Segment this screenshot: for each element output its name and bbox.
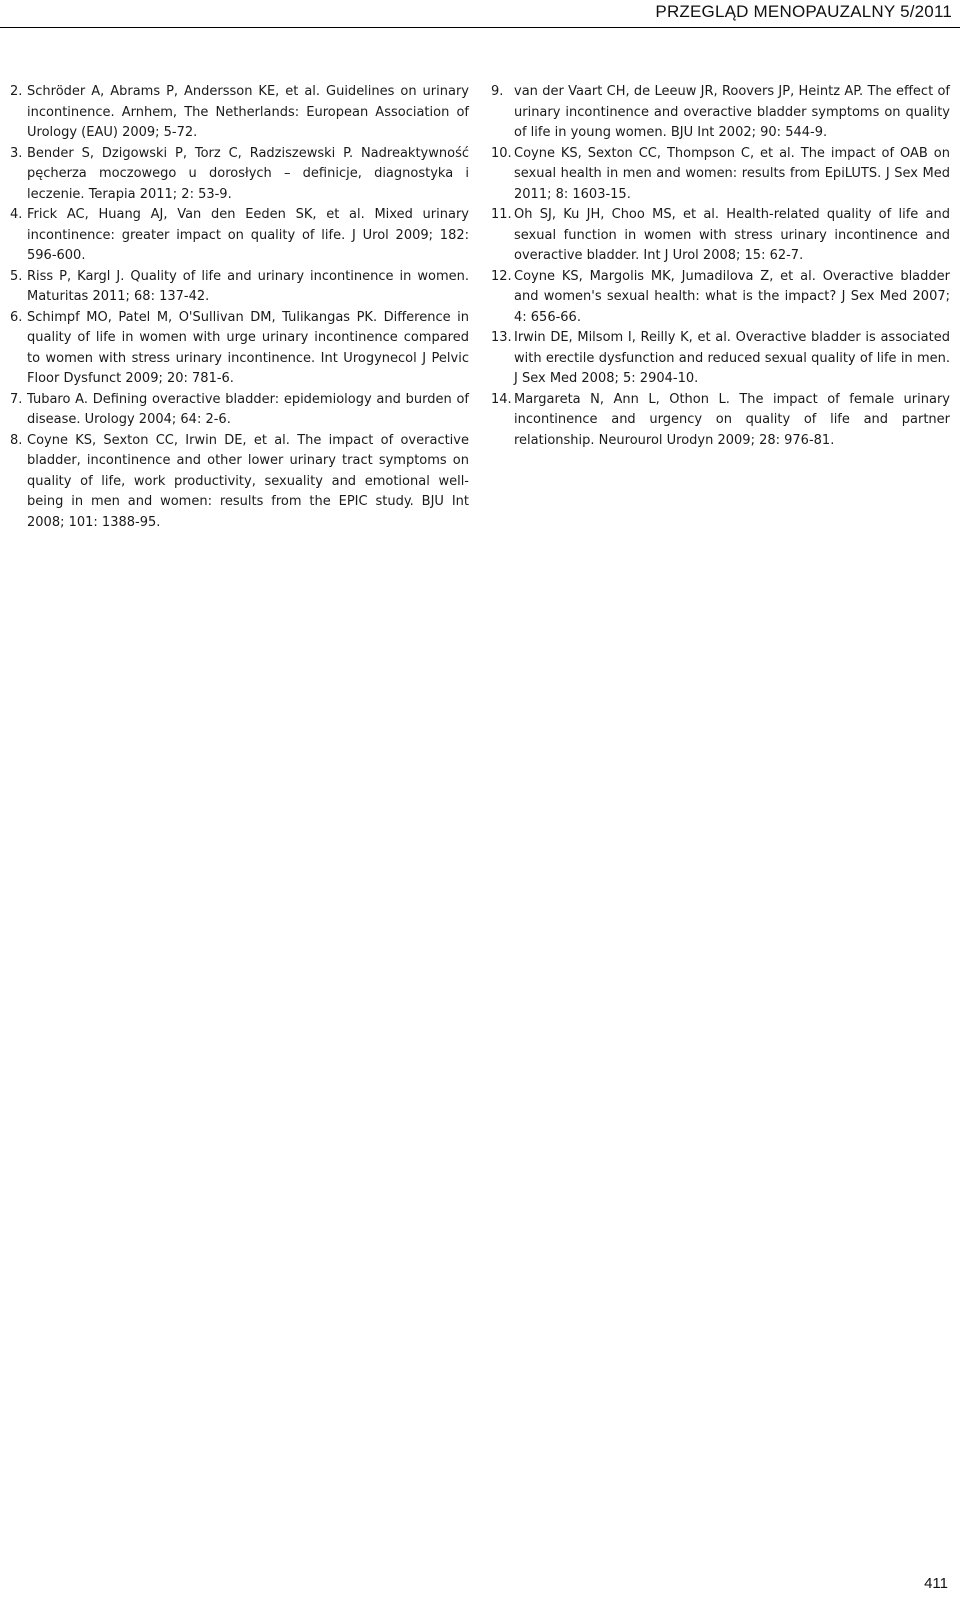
reference-item: [10, 82, 469, 144]
reference-item: [10, 144, 469, 206]
reference-item: [491, 82, 950, 144]
references-right-column: [491, 82, 950, 451]
reference-text: Irwin DE, Milsom I, Reilly K, et al. Overactive bladder is associated with erectile dysfunction and reduced sexual quality of life in men. J Sex Med 2008; 5: 2904-10.: [514, 330, 950, 386]
reference-text: Bender S, Dzigowski P, Torz C, Radziszewski P. Nadreaktywność pęcherza moczowego u dorosłych – definicje, diagnostyka i leczenie. Terapia 2011; 2: 53-9.: [27, 145, 469, 202]
reference-item: [10, 308, 469, 390]
reference-number: 2.: [10, 84, 23, 99]
reference-number: 12.: [491, 268, 512, 284]
reference-number: 7.: [10, 391, 23, 407]
reference-item: [491, 144, 950, 206]
reference-item: [10, 390, 469, 431]
journal-title: PRZEGLĄD MENOPAUZALNY 5/2011: [655, 2, 952, 21]
reference-item: [10, 205, 469, 267]
reference-item: [10, 431, 469, 534]
reference-number: 6.: [10, 309, 23, 325]
reference-number: 13.: [491, 330, 512, 345]
reference-number: 14.: [491, 391, 512, 407]
reference-text: van der Vaart CH, de Leeuw JR, Roovers JP, Heintz AP. The effect of urinary incontinence and overactive bladder symptoms on quality of life in young women. BJU Int 2002; 90: 544-9.: [514, 84, 950, 140]
reference-text: Schröder A, Abrams P, Andersson KE, et al. Guidelines on urinary incontinence. Arnhem, The Netherlands: European Association of Urology (EAU) 2009; 5-72.: [27, 84, 469, 140]
reference-text: Tubaro A. Defining overactive bladder: epidemiology and burden of disease. Urology 2004; 64: 2-6.: [27, 391, 469, 427]
reference-item: [10, 267, 469, 308]
reference-number: 8.: [10, 432, 23, 448]
page-header: [0, 0, 960, 44]
reference-text: Coyne KS, Margolis MK, Jumadilova Z, et al. Overactive bladder and women's sexual health: what is the impact? J Sex Med 2007; 4: 656-66.: [514, 268, 950, 325]
references-left-column: [10, 82, 469, 533]
reference-number: 9.: [491, 84, 504, 99]
reference-item: [491, 267, 950, 329]
reference-item: [491, 390, 950, 452]
reference-number: 11.: [491, 207, 512, 222]
reference-text: Margareta N, Ann L, Othon L. The impact of female urinary incontinence and urgency on quality of life and partner relationship. Neurourol Urodyn 2009; 28: 976-81.: [514, 391, 950, 448]
reference-number: 3.: [10, 145, 23, 161]
reference-text: Coyne KS, Sexton CC, Thompson C, et al. The impact of OAB on sexual health in men and women: results from EpiLUTS. J Sex Med 2011; 8: 1603-15.: [514, 145, 950, 202]
reference-text: Frick AC, Huang AJ, Van den Eeden SK, et al. Mixed urinary incontinence: greater impact on quality of life. J Urol 2009; 182: 596-600.: [27, 207, 469, 263]
page-number: 411: [924, 1575, 948, 1592]
reference-number: 5.: [10, 268, 23, 284]
reference-text: Riss P, Kargl J. Quality of life and urinary incontinence in women. Maturitas 2011; 68: 137-42.: [27, 268, 469, 304]
reference-number: 10.: [491, 145, 512, 161]
reference-item: [491, 328, 950, 390]
reference-text: Schimpf MO, Patel M, O'Sullivan DM, Tulikangas PK. Difference in quality of life in women with urge urinary incontinence compared to women with stress urinary incontinence. Int Urogynecol J Pelvic Floor Dysfunct 2009; 20: 781-6.: [27, 309, 469, 386]
reference-text: Coyne KS, Sexton CC, Irwin DE, et al. The impact of overactive bladder, incontinence and other lower urinary tract symptoms on quality of life, work productivity, sexuality and emotional well-being in men and women: results from the EPIC study. BJU Int 2008; 101: 1388-95.: [27, 432, 469, 530]
reference-item: [491, 205, 950, 267]
header-rule: [0, 27, 960, 28]
reference-number: 4.: [10, 207, 23, 222]
reference-text: Oh SJ, Ku JH, Choo MS, et al. Health-related quality of life and sexual function in women with stress urinary incontinence and overactive bladder. Int J Urol 2008; 15: 62-7.: [514, 207, 950, 263]
